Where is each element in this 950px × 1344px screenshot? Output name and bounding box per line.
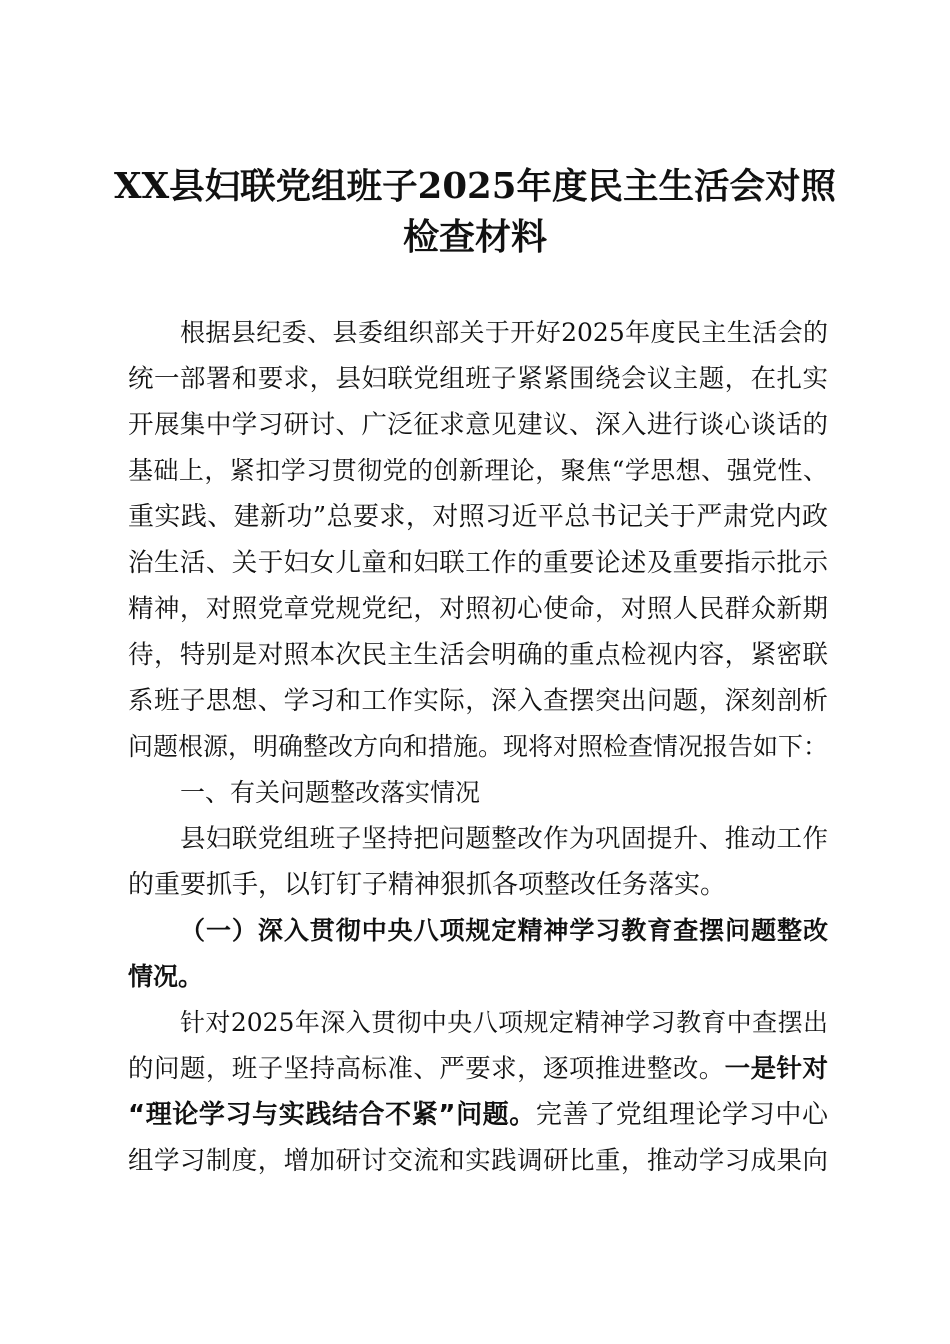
subsection-1-bold-text: “理论学习与实践结合不紧”问题。 — [128, 1100, 536, 1130]
subsection-1-heading-line: （一）深入贯彻中央八项规定精神学习教育查摆问题整改 — [180, 916, 828, 945]
title-line-2: 检查材料 — [402, 216, 547, 258]
intro-line: 开展集中学习研讨、广泛征求意见建议、深入进行谈心谈话的 — [128, 410, 828, 440]
document-title — [110, 162, 840, 262]
section-1-line: 的重要抓手，以钉钉子精神狠抓各项整改任务落实。 — [128, 870, 727, 900]
intro-paragraph — [128, 310, 828, 770]
section-1-line: 县妇联党组班子坚持把问题整改作为巩固提升、推动工作 — [180, 824, 828, 854]
subsection-1-text: 完善了党组理论学习中心 — [535, 1100, 828, 1130]
section-1-heading: 一、有关问题整改落实情况 — [180, 778, 481, 807]
subsection-1-text: 的问题，班子坚持高标准、严要求，逐项推进整改。 — [128, 1054, 725, 1084]
subsection-1-heading-line: 情况。 — [128, 962, 204, 991]
subsection-1-paragraph — [128, 1000, 828, 1184]
subsection-1-line — [128, 1046, 828, 1092]
intro-line: 根据县纪委、县委组织部关于开好2025年度民主生活会的 — [180, 318, 828, 347]
subsection-1-line — [128, 1092, 828, 1138]
section-1-paragraph — [128, 816, 828, 908]
subsection-1-heading — [128, 908, 828, 1000]
subsection-1-line: 针对2025年深入贯彻中央八项规定精神学习教育中查摆出 — [180, 1008, 828, 1037]
document-body — [128, 310, 828, 1184]
intro-line: 问题根源，明确整改方向和措施。现将对照检查情况报告如下： — [128, 732, 828, 761]
intro-line: 重实践、建新功”总要求，对照习近平总书记关于严肃党内政 — [128, 502, 828, 532]
subsection-1-bold-text: 一是针对 — [724, 1054, 828, 1084]
intro-line: 精神，对照党章党规党纪，对照初心使命，对照人民群众新期 — [128, 594, 828, 624]
intro-line: 系班子思想、学习和工作实际，深入查摆突出问题，深刻剖析 — [128, 686, 828, 716]
subsection-1-line: 组学习制度，增加研讨交流和实践调研比重，推动学习成果向 — [128, 1146, 828, 1176]
intro-line: 统一部署和要求，县妇联党组班子紧紧围绕会议主题，在扎实 — [128, 364, 828, 394]
intro-line: 基础上，紧扣学习贯彻党的创新理论，聚焦“学思想、强党性、 — [128, 456, 828, 485]
intro-line: 待，特别是对照本次民主生活会明确的重点检视内容，紧密联 — [128, 640, 828, 670]
title-line-1: XX县妇联党组班子2025年度民主生活会对照 — [114, 166, 836, 207]
intro-line: 治生活、关于妇女儿童和妇联工作的重要论述及重要指示批示 — [128, 548, 828, 578]
